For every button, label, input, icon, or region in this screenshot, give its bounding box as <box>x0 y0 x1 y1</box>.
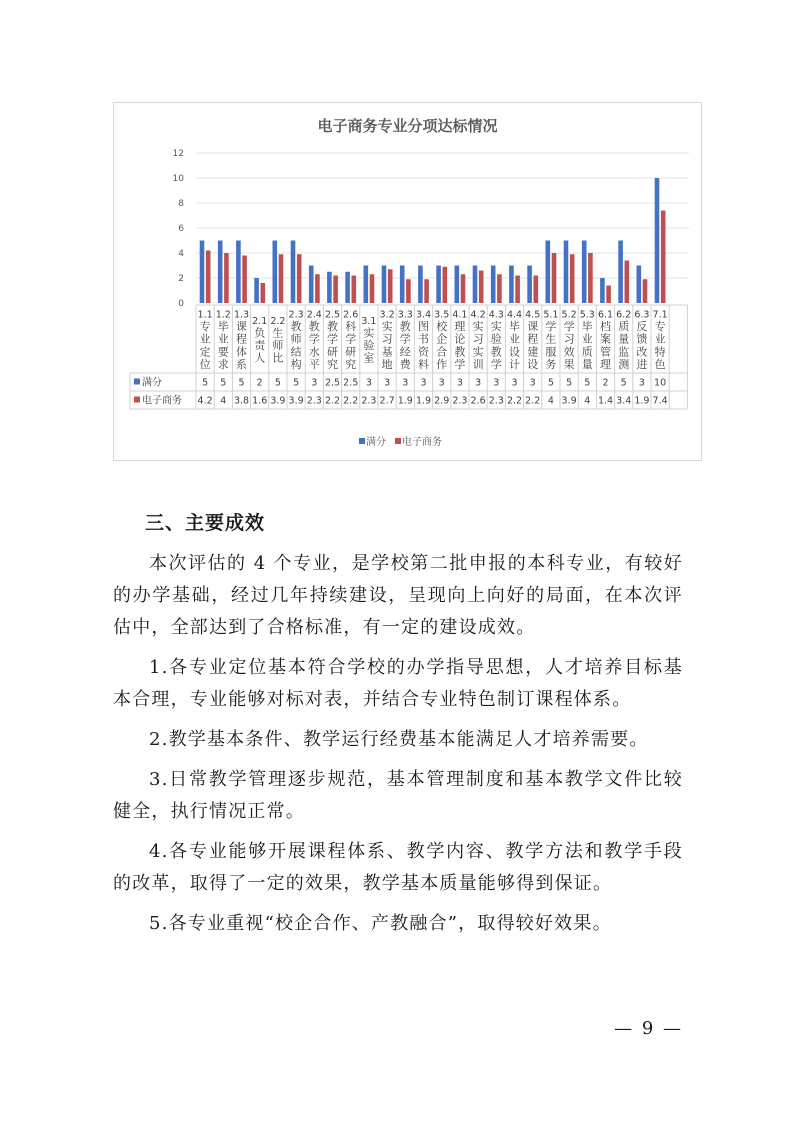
table-cell-value: 1.9 <box>415 395 432 407</box>
table-cell-value: 3 <box>638 377 645 389</box>
category-label <box>216 310 231 371</box>
table-cell-value: 3 <box>365 377 372 389</box>
category-name-char: 案 <box>600 332 611 346</box>
category-name-char: 质 <box>618 320 630 334</box>
category-name-char: 费 <box>399 357 411 371</box>
category-name-char: 专 <box>199 320 211 334</box>
category-code: 6.2 <box>616 309 632 321</box>
table-cell-value: 5 <box>566 377 573 389</box>
category-name-char: 档 <box>600 320 611 334</box>
category-name-char: 作 <box>436 357 448 371</box>
bar-full-score <box>273 241 278 304</box>
table-cell-value: 2.2 <box>324 395 341 407</box>
category-name-char: 课 <box>236 320 247 334</box>
table-cell-value: 3 <box>384 377 391 389</box>
category-name-char: 馈 <box>636 332 648 346</box>
category-label <box>289 310 304 371</box>
category-label <box>471 310 486 371</box>
bar-full-score <box>582 241 587 304</box>
category-name-char: 建 <box>527 345 539 359</box>
category-code: 2.2 <box>270 315 286 327</box>
y-tick-label: 4 <box>178 249 184 259</box>
bar-full-score <box>637 266 642 304</box>
category-name-char: 责 <box>254 339 266 352</box>
bar-ecommerce <box>534 276 539 304</box>
category-name-char: 人 <box>254 351 266 365</box>
bar-full-score <box>291 241 296 304</box>
category-name-char: 管 <box>600 345 611 359</box>
row-legend-swatch <box>134 379 140 385</box>
category-name-char: 科 <box>345 320 357 334</box>
page-number: — 9 — <box>614 1018 683 1039</box>
category-name-char: 教 <box>399 320 411 334</box>
bar-full-score <box>564 241 569 304</box>
bar-chart <box>114 103 703 462</box>
category-name-char: 研 <box>345 345 357 359</box>
category-label <box>543 310 558 371</box>
table-cell-value: 3 <box>493 377 500 389</box>
category-label <box>598 310 613 371</box>
table-cell-value: 5 <box>202 377 209 389</box>
table-cell-value: 3.9 <box>561 395 577 407</box>
category-code: 4.1 <box>452 309 468 321</box>
paragraph-4: 4.各专业能够开展课程体系、教学内容、教学方法和教学手段的改革，取得了一定的效果，教学基本质量能够得到保证。 <box>113 841 683 894</box>
table-cell-value: 5 <box>620 377 627 389</box>
bar-ecommerce <box>479 271 484 304</box>
table-cell-value: 2.3 <box>488 395 504 407</box>
category-name-char: 水 <box>308 345 320 359</box>
bar-ecommerce <box>661 211 666 304</box>
category-name-char: 果 <box>563 357 575 371</box>
paragraph-intro: 本次评估的 4 个专业，是学校第二批申报的本科专业，有较好的办学基础，经过几年持续建设，呈现向上向好的局面，在本次评估中，全部达到了合格标准，有一定的建设成效。 <box>113 553 683 638</box>
bar-ecommerce <box>315 274 320 303</box>
category-label <box>489 310 504 371</box>
bar-full-score <box>345 272 350 303</box>
paragraph-1: 1.各专业定位基本符合学校的办学指导思想，人才培养目标基本合理，专业能够对标对表，并结合专业特色制订课程体系。 <box>113 657 683 710</box>
category-label <box>416 310 431 371</box>
category-name-char: 负 <box>254 326 266 340</box>
table-cell-value: 3 <box>438 377 445 389</box>
bar-full-score <box>491 266 496 304</box>
bar-full-score <box>618 241 623 304</box>
paragraph-2: 2.教学基本条件、教学运行经费基本能满足人才培养需要。 <box>149 729 649 750</box>
bar-full-score <box>418 266 423 304</box>
category-label <box>562 310 577 371</box>
category-name-char: 比 <box>272 351 284 365</box>
category-name-char: 定 <box>199 345 211 359</box>
bar-ecommerce <box>279 254 284 303</box>
category-code: 3.5 <box>434 309 450 321</box>
category-name-char: 毕 <box>509 320 520 334</box>
category-name-char: 质 <box>581 345 593 359</box>
category-label <box>580 310 595 371</box>
category-name-char: 师 <box>290 332 302 346</box>
category-name-char: 设 <box>509 345 520 359</box>
bar-full-score <box>254 278 259 303</box>
category-name-char: 书 <box>418 332 429 346</box>
bar-ecommerce <box>388 269 393 303</box>
bar-full-score <box>364 266 369 304</box>
category-name-char: 系 <box>236 357 247 371</box>
table-cell-value: 5 <box>238 377 245 389</box>
table-cell-value: 3 <box>511 377 518 389</box>
category-name-char: 测 <box>618 357 630 371</box>
category-name-char: 设 <box>527 357 539 371</box>
category-label <box>234 310 249 371</box>
bar-ecommerce <box>625 261 630 304</box>
category-name-char: 室 <box>363 351 375 365</box>
category-name-char: 教 <box>327 320 338 334</box>
category-name-char: 理 <box>600 357 611 371</box>
category-name-char: 业 <box>217 332 229 346</box>
category-name-char: 学 <box>399 332 411 346</box>
bar-ecommerce <box>643 279 648 303</box>
category-name-char: 学 <box>454 357 466 371</box>
category-name-char: 要 <box>217 345 229 359</box>
category-name-char: 学 <box>490 357 502 371</box>
bar-full-score <box>527 266 532 304</box>
category-name-char: 实 <box>381 320 393 334</box>
table-cell-value: 2.2 <box>506 395 523 407</box>
bar-full-score <box>218 241 223 304</box>
category-code: 5.2 <box>561 309 577 321</box>
category-name-char: 务 <box>545 357 557 371</box>
table-cell-value: 2.3 <box>306 395 322 407</box>
category-name-char: 业 <box>509 332 520 346</box>
category-name-char: 资 <box>418 345 429 359</box>
bar-full-score <box>236 241 241 304</box>
table-cell-value: 5 <box>274 377 281 389</box>
legend-label: 电子商务 <box>402 437 442 448</box>
table-cell-value: 2.2 <box>343 395 359 407</box>
y-tick-label: 8 <box>178 199 184 209</box>
bar-full-score <box>200 241 205 304</box>
bar-full-score <box>436 266 441 304</box>
category-code: 1.3 <box>233 309 250 321</box>
category-name-char: 体 <box>236 345 247 359</box>
bar-full-score <box>509 266 514 304</box>
category-code: 2.3 <box>288 309 304 321</box>
bar-ecommerce <box>261 283 266 303</box>
category-name-char: 教 <box>290 320 302 334</box>
table-cell-value: 1.4 <box>597 395 614 407</box>
category-label <box>325 310 340 371</box>
y-tick-label: 12 <box>172 149 184 159</box>
category-label <box>361 316 376 365</box>
bar-ecommerce <box>406 279 411 303</box>
table-cell-value: 2 <box>602 377 609 389</box>
table-cell-value: 1.9 <box>634 395 650 407</box>
table-cell-value: 3 <box>456 377 463 389</box>
category-code: 2.5 <box>324 309 341 321</box>
category-name-char: 企 <box>436 332 448 346</box>
category-name-char: 程 <box>236 332 247 346</box>
bar-full-score <box>327 272 332 303</box>
table-cell-value: 3 <box>311 377 318 389</box>
category-name-char: 效 <box>563 345 575 359</box>
category-name-char: 特 <box>654 345 666 359</box>
table-cell-value: 1.9 <box>397 395 413 407</box>
category-name-char: 结 <box>290 345 302 359</box>
category-name-char: 验 <box>363 339 375 352</box>
category-code: 4.5 <box>525 309 541 321</box>
table-cell-value: 2.9 <box>434 395 450 407</box>
bar-ecommerce <box>352 276 357 304</box>
table-cell-value: 2.3 <box>361 395 377 407</box>
table-cell-value: 2.7 <box>379 395 395 407</box>
category-code: 3.3 <box>397 309 413 321</box>
category-name-char: 经 <box>399 345 411 359</box>
category-name-char: 毕 <box>581 320 593 334</box>
legend-swatch <box>359 438 365 444</box>
category-name-char: 习 <box>563 332 575 346</box>
category-name-char: 教 <box>454 345 466 359</box>
bar-ecommerce <box>224 253 229 303</box>
row-label: 满分 <box>142 377 162 389</box>
bar-ecommerce <box>588 253 593 303</box>
category-name-char: 位 <box>199 357 211 371</box>
category-name-char: 究 <box>327 357 338 371</box>
category-label <box>398 310 413 371</box>
bar-full-score <box>473 266 478 304</box>
bar-ecommerce <box>606 286 611 304</box>
category-name-char: 合 <box>436 345 448 359</box>
row-legend-swatch <box>134 397 140 403</box>
category-code: 1.2 <box>215 309 231 321</box>
table-cell-value: 5 <box>547 377 554 389</box>
category-name-char: 究 <box>345 357 357 371</box>
table-cell-value: 2 <box>256 377 263 389</box>
category-name-char: 实 <box>472 345 484 359</box>
category-code: 2.6 <box>343 309 359 321</box>
category-name-char: 求 <box>217 357 229 371</box>
table-cell-value: 4 <box>547 395 554 407</box>
category-name-char: 验 <box>490 332 502 346</box>
bar-full-score <box>309 266 314 304</box>
table-cell-value: 2.3 <box>452 395 468 407</box>
document-body <box>113 548 683 940</box>
category-name-char: 师 <box>272 339 284 352</box>
category-name-char: 学 <box>308 332 320 346</box>
category-label <box>252 316 267 365</box>
table-cell-value: 2.2 <box>525 395 541 407</box>
category-name-char: 学 <box>345 332 357 346</box>
category-label <box>270 316 285 365</box>
category-name-char: 业 <box>581 332 593 346</box>
category-code: 4.2 <box>470 309 486 321</box>
category-code: 5.1 <box>543 309 559 321</box>
category-name-char: 反 <box>636 320 648 334</box>
category-code: 7.1 <box>652 309 668 321</box>
category-code: 4.3 <box>488 309 504 321</box>
table-cell-value: 3 <box>402 377 409 389</box>
bar-ecommerce <box>206 251 211 304</box>
bar-full-score <box>546 241 551 304</box>
category-name-char: 习 <box>472 332 484 346</box>
paragraph-5: 5.各专业重视“校企合作、产教融合”，取得较好效果。 <box>149 913 612 934</box>
category-label <box>616 310 631 371</box>
category-name-char: 监 <box>618 345 630 359</box>
bar-full-score <box>600 278 605 303</box>
bar-full-score <box>655 178 660 303</box>
category-code: 3.4 <box>415 309 432 321</box>
category-name-char: 基 <box>381 345 393 359</box>
category-name-char: 实 <box>490 320 502 334</box>
category-name-char: 业 <box>199 332 211 346</box>
category-code: 1.1 <box>197 309 213 321</box>
table-cell-value: 5 <box>220 377 227 389</box>
category-name-char: 理 <box>454 320 466 334</box>
paragraph-3: 3.日常教学管理逐步规范，基本管理制度和基本教学文件比较健全，执行情况正常。 <box>113 769 683 822</box>
category-name-char: 实 <box>363 326 375 340</box>
bar-ecommerce <box>552 253 557 303</box>
category-label <box>307 310 322 371</box>
category-code: 3.2 <box>379 309 395 321</box>
category-name-char: 毕 <box>217 320 229 334</box>
category-code: 6.3 <box>634 309 650 321</box>
table-cell-value: 2.5 <box>324 377 341 389</box>
chart-title: 电子商务专业分项达标情况 <box>317 117 498 135</box>
bar-ecommerce <box>515 276 520 304</box>
table-cell-value: 3 <box>475 377 482 389</box>
table-cell-value: 2.5 <box>343 377 359 389</box>
category-code: 2.4 <box>306 309 322 321</box>
category-name-char: 习 <box>381 332 393 346</box>
bar-ecommerce <box>370 274 375 303</box>
y-tick-label: 6 <box>178 224 184 234</box>
category-name-char: 量 <box>618 332 630 346</box>
table-cell-value: 10 <box>654 377 667 389</box>
table-cell-value: 5 <box>293 377 300 389</box>
table-cell-value: 3.9 <box>270 395 286 407</box>
bar-ecommerce <box>461 274 466 303</box>
y-tick-label: 0 <box>178 299 184 309</box>
category-name-char: 课 <box>527 320 539 334</box>
bar-full-score <box>382 266 387 304</box>
section-heading: 三、主要成效 <box>145 512 266 534</box>
category-name-char: 平 <box>308 357 320 371</box>
table-cell-value: 3 <box>529 377 536 389</box>
category-name-char: 色 <box>654 357 666 371</box>
category-label <box>380 310 395 371</box>
y-tick-label: 10 <box>172 174 184 184</box>
bar-ecommerce <box>497 274 502 303</box>
table-cell-value: 3 <box>420 377 427 389</box>
category-name-char: 教 <box>490 345 502 359</box>
category-label <box>653 310 668 371</box>
category-name-char: 程 <box>527 332 539 346</box>
bar-ecommerce <box>443 267 448 303</box>
category-label <box>507 310 522 371</box>
category-label <box>434 310 449 371</box>
category-code: 4.4 <box>506 309 523 321</box>
category-label <box>198 310 213 371</box>
table-cell-value: 4.2 <box>197 395 213 407</box>
category-name-char: 图 <box>418 320 429 334</box>
bar-ecommerce <box>424 279 429 303</box>
table-cell-value: 2.6 <box>470 395 486 407</box>
category-name-char: 论 <box>454 332 466 346</box>
category-name-char: 生 <box>272 326 284 340</box>
chart-frame <box>113 102 702 461</box>
category-name-char: 生 <box>545 332 557 346</box>
category-name-char: 训 <box>472 357 484 371</box>
category-name-char: 料 <box>418 357 429 371</box>
category-name-char: 进 <box>636 357 648 371</box>
category-label <box>452 310 467 371</box>
table-cell-value: 4 <box>220 395 227 407</box>
category-name-char: 计 <box>509 357 520 371</box>
category-name-char: 教 <box>308 320 320 334</box>
category-name-char: 量 <box>581 357 593 371</box>
bar-ecommerce <box>297 254 302 303</box>
table-cell-value: 3.9 <box>288 395 304 407</box>
category-name-char: 实 <box>472 320 484 334</box>
y-tick-label: 2 <box>178 274 184 284</box>
table-cell-value: 3.4 <box>616 395 632 407</box>
category-name-char: 专 <box>654 320 666 334</box>
category-name-char: 构 <box>290 357 302 371</box>
bar-ecommerce <box>570 254 575 303</box>
category-label <box>634 310 649 371</box>
bar-full-score <box>455 266 460 304</box>
category-name-char: 改 <box>636 345 648 359</box>
category-name-char: 业 <box>654 332 666 346</box>
category-name-char: 学 <box>563 320 575 334</box>
category-label <box>343 310 358 371</box>
legend-swatch <box>395 438 401 444</box>
category-code: 2.1 <box>252 315 268 327</box>
category-code: 6.1 <box>597 309 614 321</box>
table-cell-value: 3.8 <box>233 395 250 407</box>
table-cell-value: 7.4 <box>652 395 668 407</box>
category-name-char: 校 <box>436 320 448 334</box>
bar-ecommerce <box>242 256 247 304</box>
category-name-char: 研 <box>327 345 338 359</box>
category-code: 5.3 <box>579 309 595 321</box>
table-cell-value: 1.6 <box>252 395 268 407</box>
category-name-char: 学 <box>327 332 338 346</box>
bar-ecommerce <box>333 276 338 304</box>
table-cell-value: 5 <box>584 377 591 389</box>
category-name-char: 服 <box>545 345 557 359</box>
legend-label: 满分 <box>366 437 386 448</box>
category-name-char: 地 <box>381 357 393 371</box>
category-label <box>525 310 540 371</box>
category-code: 3.1 <box>361 315 377 327</box>
row-label: 电子商务 <box>142 395 182 407</box>
bar-full-score <box>400 266 405 304</box>
category-name-char: 学 <box>545 320 557 334</box>
table-cell-value: 4 <box>584 395 591 407</box>
